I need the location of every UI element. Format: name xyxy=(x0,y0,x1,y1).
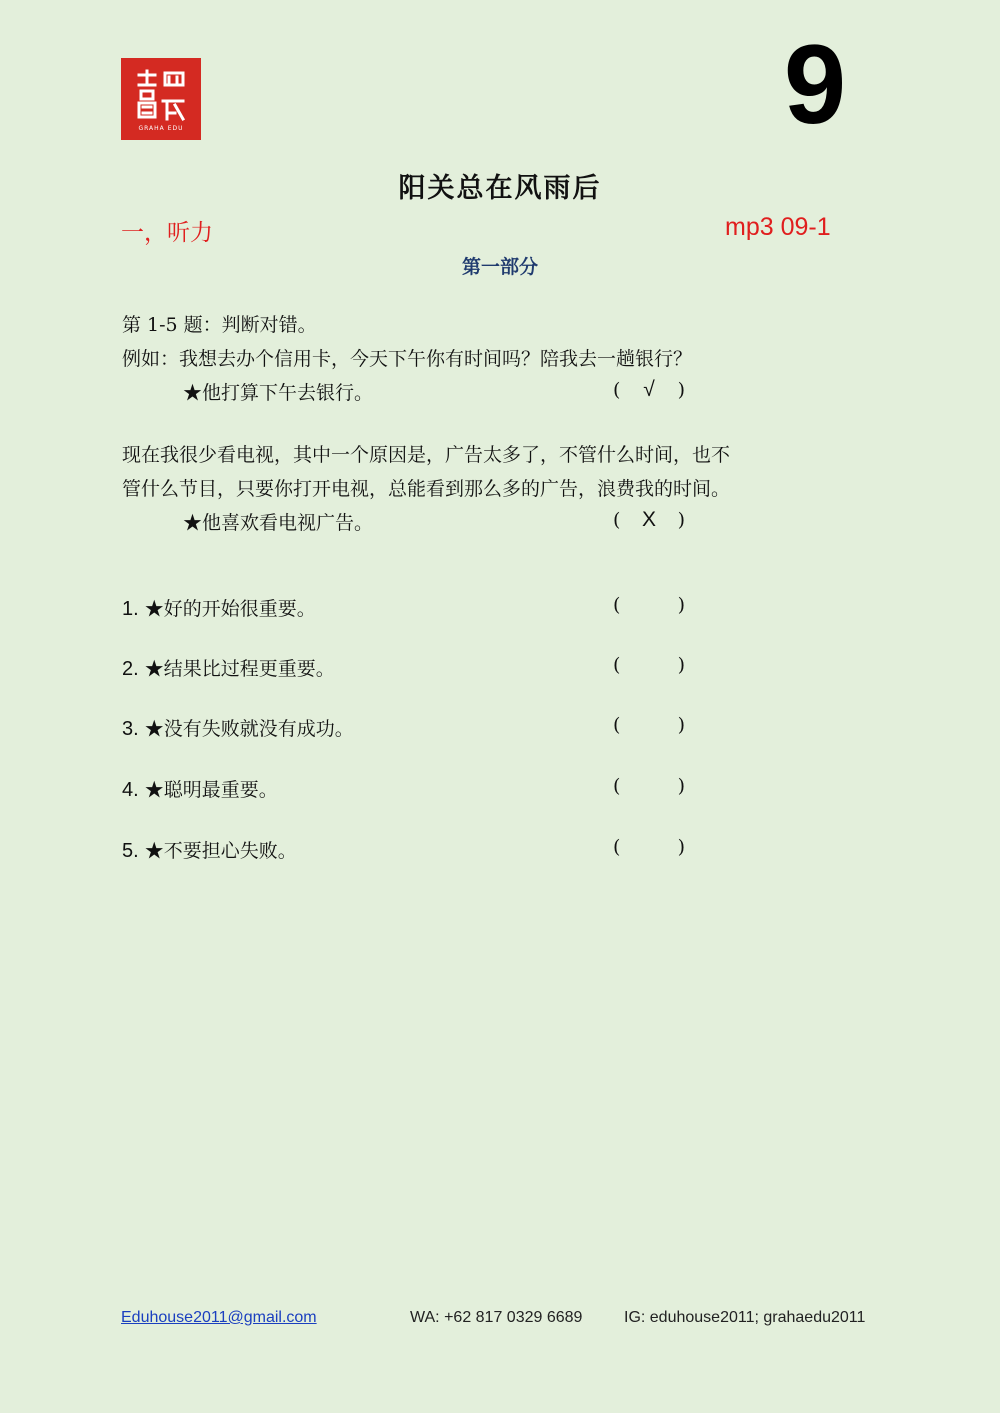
audio-track-label: mp3 09-1 xyxy=(725,213,831,241)
logo-text: GRAHA EDU xyxy=(138,124,184,132)
footer-whatsapp: WA: +62 817 0329 6689 xyxy=(410,1309,583,1326)
logo xyxy=(121,58,201,140)
question-text: ★聪明最重要。 xyxy=(144,779,278,801)
question-text: ★不要担心失败。 xyxy=(144,840,297,862)
question-row xyxy=(122,836,297,863)
page-title: 阳关总在风雨后 xyxy=(398,173,602,204)
passage-line-1: 现在我很少看电视，其中一个原因是，广告太多了，不管什么时间，也不 xyxy=(122,444,731,466)
footer-email[interactable] xyxy=(121,1309,317,1327)
footer-instagram: IG: eduhouse2011; grahaedu2011 xyxy=(624,1309,866,1326)
question-text: ★没有失败就没有成功。 xyxy=(144,718,354,740)
question-row xyxy=(122,654,335,681)
example-text: 例如：我想去办个信用卡，今天下午你有时间吗？陪我去一趟银行？ xyxy=(122,348,693,370)
question-number: 2. xyxy=(122,658,139,680)
question-number: 4. xyxy=(122,779,139,801)
question-row xyxy=(122,714,354,741)
answer-box[interactable]: ( ) xyxy=(613,594,685,616)
question-number: 5. xyxy=(122,840,139,862)
part-heading: 第一部分 xyxy=(461,256,538,278)
answer-box[interactable]: ( ) xyxy=(613,775,685,797)
example-answer: √ xyxy=(643,378,655,401)
answer-box[interactable]: ( ) xyxy=(613,836,685,858)
passage-answer-box: ( X ) xyxy=(613,508,685,531)
lesson-number: 9 xyxy=(783,22,847,147)
question-number: 3. xyxy=(122,718,139,740)
logo-seal-icon xyxy=(133,67,189,123)
email-link[interactable]: Eduhouse2011@gmail.com xyxy=(121,1309,317,1326)
section-label: 一，听力 xyxy=(121,220,213,246)
passage-statement: ★他喜欢看电视广告。 xyxy=(183,512,374,534)
task-instruction: 第 1-5 题：判断对错。 xyxy=(122,314,317,336)
example-answer-box: ( √ ) xyxy=(613,378,685,401)
question-row xyxy=(122,594,316,621)
answer-box[interactable]: ( ) xyxy=(613,654,685,676)
passage-line-2: 管什么节目，只要你打开电视，总能看到那么多的广告，浪费我的时间。 xyxy=(122,478,731,500)
question-text: ★好的开始很重要。 xyxy=(144,598,316,620)
question-number: 1. xyxy=(122,598,139,620)
question-row xyxy=(122,775,278,802)
question-text: ★结果比过程更重要。 xyxy=(144,658,335,680)
passage-answer: X xyxy=(641,508,656,531)
answer-box[interactable]: ( ) xyxy=(613,714,685,736)
example-statement: ★他打算下午去银行。 xyxy=(183,382,374,404)
